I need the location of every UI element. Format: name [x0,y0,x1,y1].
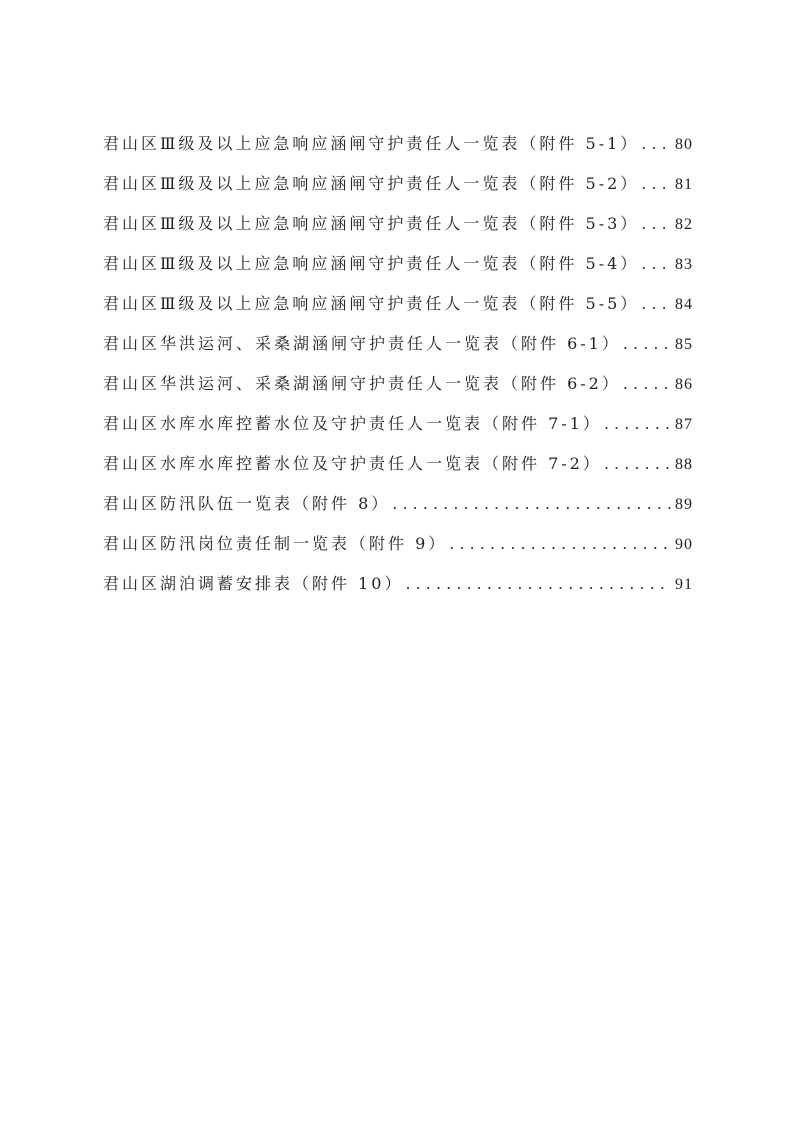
toc-entry[interactable] [103,204,693,244]
toc-entry-title: 君山区Ⅲ级及以上应急响应涵闸守护责任人一览表（附件 5-3） [103,214,640,233]
toc-entry-title: 君山区华洪运河、采桑湖涵闸守护责任人一览表（附件 6-2） [103,374,621,393]
toc-entry-title: 君山区Ⅲ级及以上应急响应涵闸守护责任人一览表（附件 5-2） [103,174,640,193]
toc-dot-leader [405,564,671,604]
toc-entry[interactable] [103,404,693,444]
toc-dot-leader [604,404,671,444]
toc-entry-page-number: 85 [675,336,693,353]
toc-entry-page-number: 87 [675,416,693,433]
toc-entry[interactable] [103,484,693,524]
toc-entry-page-number: 81 [675,176,693,193]
toc-dot-leader [604,444,671,484]
toc-entry[interactable] [103,244,693,284]
toc-entry[interactable] [103,364,693,404]
toc-dot-leader [641,164,671,204]
toc-dot-leader [641,124,671,164]
toc-entry-title: 君山区湖泊调蓄安排表（附件 10） [103,574,404,593]
toc-entry-title: 君山区水库水库控蓄水位及守护责任人一览表（附件 7-2） [103,454,602,473]
toc-entry[interactable] [103,564,693,604]
toc-dot-leader [641,284,671,324]
toc-dot-leader [641,204,671,244]
toc-entry[interactable] [103,324,693,364]
toc-entry-page-number: 90 [675,536,693,553]
toc-entry-page-number: 84 [675,296,693,313]
toc-entry-title: 君山区防汛岗位责任制一览表（附件 9） [103,534,448,553]
toc-entry-page-number: 89 [675,496,693,513]
toc-entry-title: 君山区Ⅲ级及以上应急响应涵闸守护责任人一览表（附件 5-4） [103,254,640,273]
toc-dot-leader [641,244,671,284]
toc-dot-leader [623,324,671,364]
toc-entry[interactable] [103,444,693,484]
toc-entry-page-number: 91 [675,576,693,593]
toc-entry-title: 君山区Ⅲ级及以上应急响应涵闸守护责任人一览表（附件 5-1） [103,134,640,153]
toc-entry-page-number: 88 [675,456,693,473]
toc-entry[interactable] [103,164,693,204]
toc-dot-leader [392,484,671,524]
toc-entry-title: 君山区防汛队伍一览表（附件 8） [103,494,391,513]
toc-entry[interactable] [103,524,693,564]
toc-entry[interactable] [103,124,693,164]
toc-entry-title: 君山区水库水库控蓄水位及守护责任人一览表（附件 7-1） [103,414,602,433]
table-of-contents [103,124,693,604]
toc-entry-title: 君山区Ⅲ级及以上应急响应涵闸守护责任人一览表（附件 5-5） [103,294,640,313]
toc-entry-title: 君山区华洪运河、采桑湖涵闸守护责任人一览表（附件 6-1） [103,334,621,353]
toc-dot-leader [623,364,671,404]
toc-entry-page-number: 80 [675,136,693,153]
toc-dot-leader [449,524,671,564]
toc-entry[interactable] [103,284,693,324]
toc-entry-page-number: 82 [675,216,693,233]
toc-entry-page-number: 83 [675,256,693,273]
toc-entry-page-number: 86 [675,376,693,393]
